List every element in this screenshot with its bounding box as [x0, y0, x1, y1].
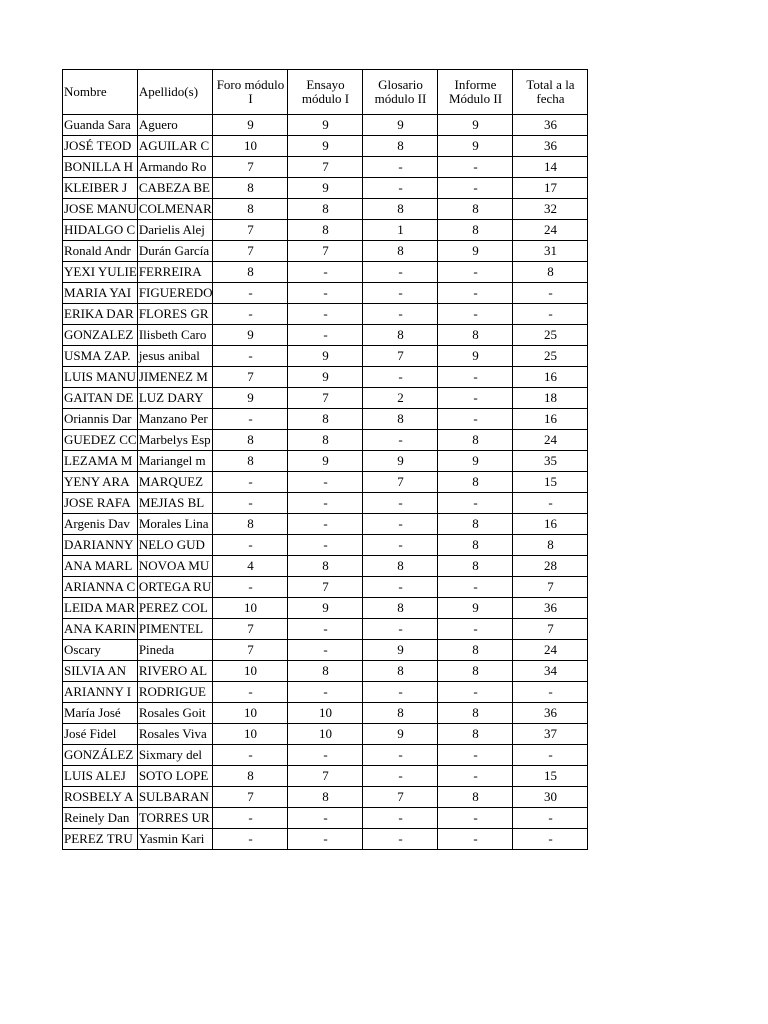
- cell-informe: 8: [438, 325, 513, 346]
- table-row: [63, 766, 588, 787]
- cell-foro: -: [213, 304, 288, 325]
- cell-glosario: 9: [363, 640, 438, 661]
- cell-foro: 7: [213, 367, 288, 388]
- cell-foro: 8: [213, 262, 288, 283]
- cell-total: 36: [513, 115, 588, 136]
- cell-glosario: -: [363, 367, 438, 388]
- cell-glosario: 8: [363, 598, 438, 619]
- cell-foro: 9: [213, 325, 288, 346]
- cell-total: 16: [513, 409, 588, 430]
- cell-foro: -: [213, 493, 288, 514]
- cell-nombre: MARIA YAI: [63, 283, 138, 304]
- cell-ensayo: 8: [288, 409, 363, 430]
- cell-nombre: DARIANNY: [63, 535, 138, 556]
- cell-total: 16: [513, 514, 588, 535]
- cell-informe: -: [438, 178, 513, 199]
- cell-glosario: 8: [363, 703, 438, 724]
- cell-apellidos: Manzano Per: [137, 409, 213, 430]
- cell-informe: -: [438, 619, 513, 640]
- cell-nombre: José Fidel: [63, 724, 138, 745]
- cell-glosario: 8: [363, 136, 438, 157]
- cell-apellidos: SULBARAN: [137, 787, 213, 808]
- cell-total: 25: [513, 346, 588, 367]
- cell-nombre: GAITAN DE: [63, 388, 138, 409]
- cell-ensayo: 10: [288, 703, 363, 724]
- cell-glosario: -: [363, 178, 438, 199]
- cell-nombre: BONILLA H: [63, 157, 138, 178]
- cell-nombre: María José: [63, 703, 138, 724]
- cell-total: -: [513, 682, 588, 703]
- cell-informe: 8: [438, 220, 513, 241]
- cell-informe: 8: [438, 556, 513, 577]
- cell-informe: 8: [438, 472, 513, 493]
- cell-ensayo: 9: [288, 598, 363, 619]
- cell-total: 7: [513, 619, 588, 640]
- cell-total: 16: [513, 367, 588, 388]
- cell-apellidos: FERREIRA: [137, 262, 213, 283]
- cell-informe: -: [438, 829, 513, 850]
- cell-foro: 7: [213, 787, 288, 808]
- cell-apellidos: NELO GUD: [137, 535, 213, 556]
- cell-apellidos: Pineda: [137, 640, 213, 661]
- cell-apellidos: FLORES GR: [137, 304, 213, 325]
- cell-informe: -: [438, 766, 513, 787]
- cell-apellidos: MARQUEZ: [137, 472, 213, 493]
- cell-nombre: JOSE MANU: [63, 199, 138, 220]
- cell-total: 24: [513, 640, 588, 661]
- table-row: [63, 640, 588, 661]
- cell-total: 8: [513, 535, 588, 556]
- cell-ensayo: 9: [288, 346, 363, 367]
- cell-informe: 8: [438, 640, 513, 661]
- cell-glosario: -: [363, 745, 438, 766]
- cell-glosario: -: [363, 262, 438, 283]
- cell-glosario: -: [363, 577, 438, 598]
- header-glosario-modulo-2: Glosario módulo II: [363, 70, 438, 115]
- cell-apellidos: Rosales Viva: [137, 724, 213, 745]
- cell-apellidos: MEJIAS BL: [137, 493, 213, 514]
- cell-informe: -: [438, 262, 513, 283]
- cell-nombre: GUEDEZ CC: [63, 430, 138, 451]
- cell-apellidos: Armando Ro: [137, 157, 213, 178]
- cell-ensayo: 8: [288, 430, 363, 451]
- table-row: [63, 661, 588, 682]
- cell-apellidos: Marbelys Esp: [137, 430, 213, 451]
- cell-foro: 8: [213, 514, 288, 535]
- cell-nombre: Ronald Andr: [63, 241, 138, 262]
- cell-foro: -: [213, 472, 288, 493]
- cell-nombre: ROSBELY A: [63, 787, 138, 808]
- cell-ensayo: 9: [288, 178, 363, 199]
- cell-nombre: ERIKA DAR: [63, 304, 138, 325]
- cell-ensayo: 8: [288, 220, 363, 241]
- cell-nombre: LUIS MANU: [63, 367, 138, 388]
- cell-informe: 9: [438, 241, 513, 262]
- cell-glosario: -: [363, 493, 438, 514]
- cell-apellidos: AGUILAR C: [137, 136, 213, 157]
- cell-foro: -: [213, 682, 288, 703]
- cell-total: 24: [513, 220, 588, 241]
- cell-nombre: GONZÁLEZ: [63, 745, 138, 766]
- cell-apellidos: Sixmary del: [137, 745, 213, 766]
- cell-foro: -: [213, 808, 288, 829]
- cell-nombre: Guanda Sara: [63, 115, 138, 136]
- cell-foro: 8: [213, 199, 288, 220]
- table-row: [63, 304, 588, 325]
- table-row: [63, 619, 588, 640]
- cell-informe: 9: [438, 598, 513, 619]
- cell-foro: 10: [213, 598, 288, 619]
- table-row: [63, 199, 588, 220]
- cell-ensayo: -: [288, 283, 363, 304]
- table-row: [63, 472, 588, 493]
- cell-total: 34: [513, 661, 588, 682]
- table-row: [63, 745, 588, 766]
- cell-foro: 8: [213, 766, 288, 787]
- cell-ensayo: -: [288, 304, 363, 325]
- cell-glosario: 9: [363, 724, 438, 745]
- cell-apellidos: COLMENAR: [137, 199, 213, 220]
- cell-ensayo: -: [288, 493, 363, 514]
- cell-foro: 9: [213, 115, 288, 136]
- cell-ensayo: -: [288, 745, 363, 766]
- table-row: [63, 787, 588, 808]
- table-row: [63, 157, 588, 178]
- cell-ensayo: -: [288, 808, 363, 829]
- header-nombre: Nombre: [63, 70, 138, 115]
- table-row: [63, 178, 588, 199]
- cell-foro: -: [213, 577, 288, 598]
- table-row: [63, 325, 588, 346]
- cell-glosario: -: [363, 766, 438, 787]
- cell-ensayo: -: [288, 619, 363, 640]
- cell-ensayo: 9: [288, 367, 363, 388]
- cell-apellidos: Rosales Goit: [137, 703, 213, 724]
- cell-apellidos: Mariangel m: [137, 451, 213, 472]
- cell-glosario: 1: [363, 220, 438, 241]
- grades-table: [62, 69, 588, 850]
- cell-glosario: -: [363, 808, 438, 829]
- cell-informe: -: [438, 304, 513, 325]
- cell-foro: -: [213, 829, 288, 850]
- cell-foro: 7: [213, 241, 288, 262]
- table-row: [63, 241, 588, 262]
- cell-nombre: USMA ZAP.: [63, 346, 138, 367]
- cell-glosario: 8: [363, 409, 438, 430]
- table-body: [63, 115, 588, 850]
- cell-nombre: YEXI YULIE: [63, 262, 138, 283]
- cell-glosario: -: [363, 430, 438, 451]
- cell-total: -: [513, 493, 588, 514]
- cell-total: 37: [513, 724, 588, 745]
- cell-nombre: Reinely Dan: [63, 808, 138, 829]
- cell-nombre: LEZAMA M: [63, 451, 138, 472]
- cell-total: 28: [513, 556, 588, 577]
- cell-informe: -: [438, 283, 513, 304]
- table-row: [63, 220, 588, 241]
- cell-glosario: 8: [363, 241, 438, 262]
- cell-nombre: ARIANNY I: [63, 682, 138, 703]
- table-row: [63, 724, 588, 745]
- cell-apellidos: PEREZ COL: [137, 598, 213, 619]
- cell-foro: 8: [213, 430, 288, 451]
- cell-nombre: SILVIA AN: [63, 661, 138, 682]
- cell-informe: 8: [438, 430, 513, 451]
- cell-apellidos: CABEZA BE: [137, 178, 213, 199]
- cell-ensayo: -: [288, 262, 363, 283]
- table-row: [63, 346, 588, 367]
- cell-nombre: Argenis Dav: [63, 514, 138, 535]
- cell-glosario: 7: [363, 346, 438, 367]
- cell-ensayo: -: [288, 682, 363, 703]
- cell-glosario: -: [363, 535, 438, 556]
- cell-informe: -: [438, 409, 513, 430]
- table-row: [63, 451, 588, 472]
- cell-total: -: [513, 283, 588, 304]
- cell-ensayo: 7: [288, 241, 363, 262]
- table-row: [63, 703, 588, 724]
- table-row: [63, 409, 588, 430]
- cell-foro: -: [213, 535, 288, 556]
- cell-ensayo: 9: [288, 115, 363, 136]
- cell-informe: -: [438, 745, 513, 766]
- header-row: [63, 70, 588, 115]
- table-row: [63, 367, 588, 388]
- header-foro-modulo-1: Foro módulo I: [213, 70, 288, 115]
- cell-total: 24: [513, 430, 588, 451]
- cell-glosario: 9: [363, 115, 438, 136]
- cell-foro: 8: [213, 451, 288, 472]
- cell-foro: 7: [213, 220, 288, 241]
- cell-apellidos: TORRES UR: [137, 808, 213, 829]
- cell-informe: -: [438, 388, 513, 409]
- cell-nombre: GONZALEZ: [63, 325, 138, 346]
- table-row: [63, 388, 588, 409]
- cell-glosario: 9: [363, 451, 438, 472]
- cell-apellidos: Yasmin Kari: [137, 829, 213, 850]
- header-ensayo-modulo-1: Ensayo módulo I: [288, 70, 363, 115]
- cell-foro: 7: [213, 157, 288, 178]
- table-row: [63, 493, 588, 514]
- cell-nombre: KLEIBER J: [63, 178, 138, 199]
- cell-total: 7: [513, 577, 588, 598]
- cell-nombre: LEIDA MAR: [63, 598, 138, 619]
- cell-foro: 9: [213, 388, 288, 409]
- cell-foro: -: [213, 346, 288, 367]
- cell-informe: 8: [438, 724, 513, 745]
- cell-total: 31: [513, 241, 588, 262]
- cell-total: 32: [513, 199, 588, 220]
- cell-total: -: [513, 745, 588, 766]
- cell-total: 36: [513, 136, 588, 157]
- cell-glosario: 7: [363, 472, 438, 493]
- table-row: [63, 808, 588, 829]
- cell-ensayo: 10: [288, 724, 363, 745]
- cell-foro: 10: [213, 724, 288, 745]
- cell-ensayo: 7: [288, 577, 363, 598]
- cell-total: -: [513, 808, 588, 829]
- table-row: [63, 262, 588, 283]
- cell-glosario: 8: [363, 325, 438, 346]
- cell-ensayo: 7: [288, 766, 363, 787]
- cell-informe: -: [438, 682, 513, 703]
- cell-glosario: -: [363, 682, 438, 703]
- cell-ensayo: 9: [288, 451, 363, 472]
- cell-total: -: [513, 829, 588, 850]
- cell-ensayo: -: [288, 640, 363, 661]
- header-total: Total a la fecha: [513, 70, 588, 115]
- cell-informe: 8: [438, 787, 513, 808]
- cell-glosario: -: [363, 514, 438, 535]
- cell-informe: 8: [438, 535, 513, 556]
- table-row: [63, 535, 588, 556]
- cell-apellidos: PIMENTEL: [137, 619, 213, 640]
- cell-ensayo: -: [288, 325, 363, 346]
- cell-ensayo: -: [288, 472, 363, 493]
- cell-total: 35: [513, 451, 588, 472]
- table-row: [63, 514, 588, 535]
- cell-ensayo: 8: [288, 199, 363, 220]
- cell-ensayo: -: [288, 514, 363, 535]
- cell-apellidos: LUZ DARY: [137, 388, 213, 409]
- cell-nombre: JOSÉ TEOD: [63, 136, 138, 157]
- cell-apellidos: RODRIGUE: [137, 682, 213, 703]
- table-row: [63, 283, 588, 304]
- cell-apellidos: Morales Lina: [137, 514, 213, 535]
- cell-total: 36: [513, 703, 588, 724]
- cell-apellidos: FIGUEREDO: [137, 283, 213, 304]
- cell-total: 30: [513, 787, 588, 808]
- table-row: [63, 682, 588, 703]
- cell-nombre: Oscary: [63, 640, 138, 661]
- cell-nombre: LUIS ALEJ: [63, 766, 138, 787]
- cell-glosario: -: [363, 304, 438, 325]
- cell-foro: -: [213, 409, 288, 430]
- cell-informe: 9: [438, 451, 513, 472]
- header-apellidos: Apellido(s): [137, 70, 213, 115]
- cell-ensayo: 8: [288, 661, 363, 682]
- cell-informe: -: [438, 157, 513, 178]
- cell-informe: 8: [438, 514, 513, 535]
- table-row: [63, 829, 588, 850]
- cell-total: 17: [513, 178, 588, 199]
- cell-informe: -: [438, 577, 513, 598]
- cell-ensayo: 8: [288, 787, 363, 808]
- cell-glosario: 8: [363, 199, 438, 220]
- cell-glosario: 8: [363, 556, 438, 577]
- cell-glosario: -: [363, 157, 438, 178]
- cell-foro: -: [213, 283, 288, 304]
- cell-informe: 9: [438, 115, 513, 136]
- cell-foro: 10: [213, 703, 288, 724]
- cell-foro: 8: [213, 178, 288, 199]
- table-row: [63, 430, 588, 451]
- header-informe-modulo-2: Informe Módulo II: [438, 70, 513, 115]
- cell-total: 25: [513, 325, 588, 346]
- table-row: [63, 136, 588, 157]
- cell-apellidos: Darielis Alej: [137, 220, 213, 241]
- cell-apellidos: RIVERO AL: [137, 661, 213, 682]
- cell-glosario: -: [363, 829, 438, 850]
- cell-apellidos: Durán García: [137, 241, 213, 262]
- cell-informe: 8: [438, 199, 513, 220]
- cell-apellidos: Aguero: [137, 115, 213, 136]
- cell-nombre: PEREZ TRU: [63, 829, 138, 850]
- cell-nombre: Oriannis Dar: [63, 409, 138, 430]
- cell-informe: 8: [438, 703, 513, 724]
- cell-ensayo: -: [288, 829, 363, 850]
- cell-glosario: 7: [363, 787, 438, 808]
- cell-apellidos: NOVOA MU: [137, 556, 213, 577]
- cell-glosario: 2: [363, 388, 438, 409]
- cell-apellidos: JIMENEZ M: [137, 367, 213, 388]
- table-row: [63, 556, 588, 577]
- cell-apellidos: ORTEGA RU: [137, 577, 213, 598]
- cell-ensayo: 7: [288, 157, 363, 178]
- cell-ensayo: 8: [288, 556, 363, 577]
- cell-nombre: ANA KARIN: [63, 619, 138, 640]
- cell-foro: 10: [213, 136, 288, 157]
- cell-total: 15: [513, 472, 588, 493]
- cell-nombre: JOSE RAFA: [63, 493, 138, 514]
- cell-total: 36: [513, 598, 588, 619]
- cell-foro: 7: [213, 619, 288, 640]
- cell-total: 15: [513, 766, 588, 787]
- cell-nombre: HIDALGO C: [63, 220, 138, 241]
- cell-informe: 8: [438, 661, 513, 682]
- cell-informe: -: [438, 367, 513, 388]
- cell-foro: 7: [213, 640, 288, 661]
- cell-total: 18: [513, 388, 588, 409]
- cell-glosario: 8: [363, 661, 438, 682]
- cell-apellidos: jesus anibal: [137, 346, 213, 367]
- table-row: [63, 577, 588, 598]
- cell-nombre: ARIANNA C: [63, 577, 138, 598]
- cell-informe: 9: [438, 346, 513, 367]
- cell-ensayo: 7: [288, 388, 363, 409]
- cell-informe: 9: [438, 136, 513, 157]
- cell-nombre: YENY ARA: [63, 472, 138, 493]
- cell-apellidos: Ilisbeth Caro: [137, 325, 213, 346]
- cell-total: 8: [513, 262, 588, 283]
- table-row: [63, 115, 588, 136]
- cell-glosario: -: [363, 283, 438, 304]
- cell-nombre: ANA MARL: [63, 556, 138, 577]
- table-row: [63, 598, 588, 619]
- cell-foro: 4: [213, 556, 288, 577]
- cell-ensayo: -: [288, 535, 363, 556]
- cell-informe: -: [438, 808, 513, 829]
- cell-apellidos: SOTO LOPE: [137, 766, 213, 787]
- cell-glosario: -: [363, 619, 438, 640]
- cell-informe: -: [438, 493, 513, 514]
- cell-total: 14: [513, 157, 588, 178]
- cell-foro: 10: [213, 661, 288, 682]
- cell-foro: -: [213, 745, 288, 766]
- cell-ensayo: 9: [288, 136, 363, 157]
- cell-total: -: [513, 304, 588, 325]
